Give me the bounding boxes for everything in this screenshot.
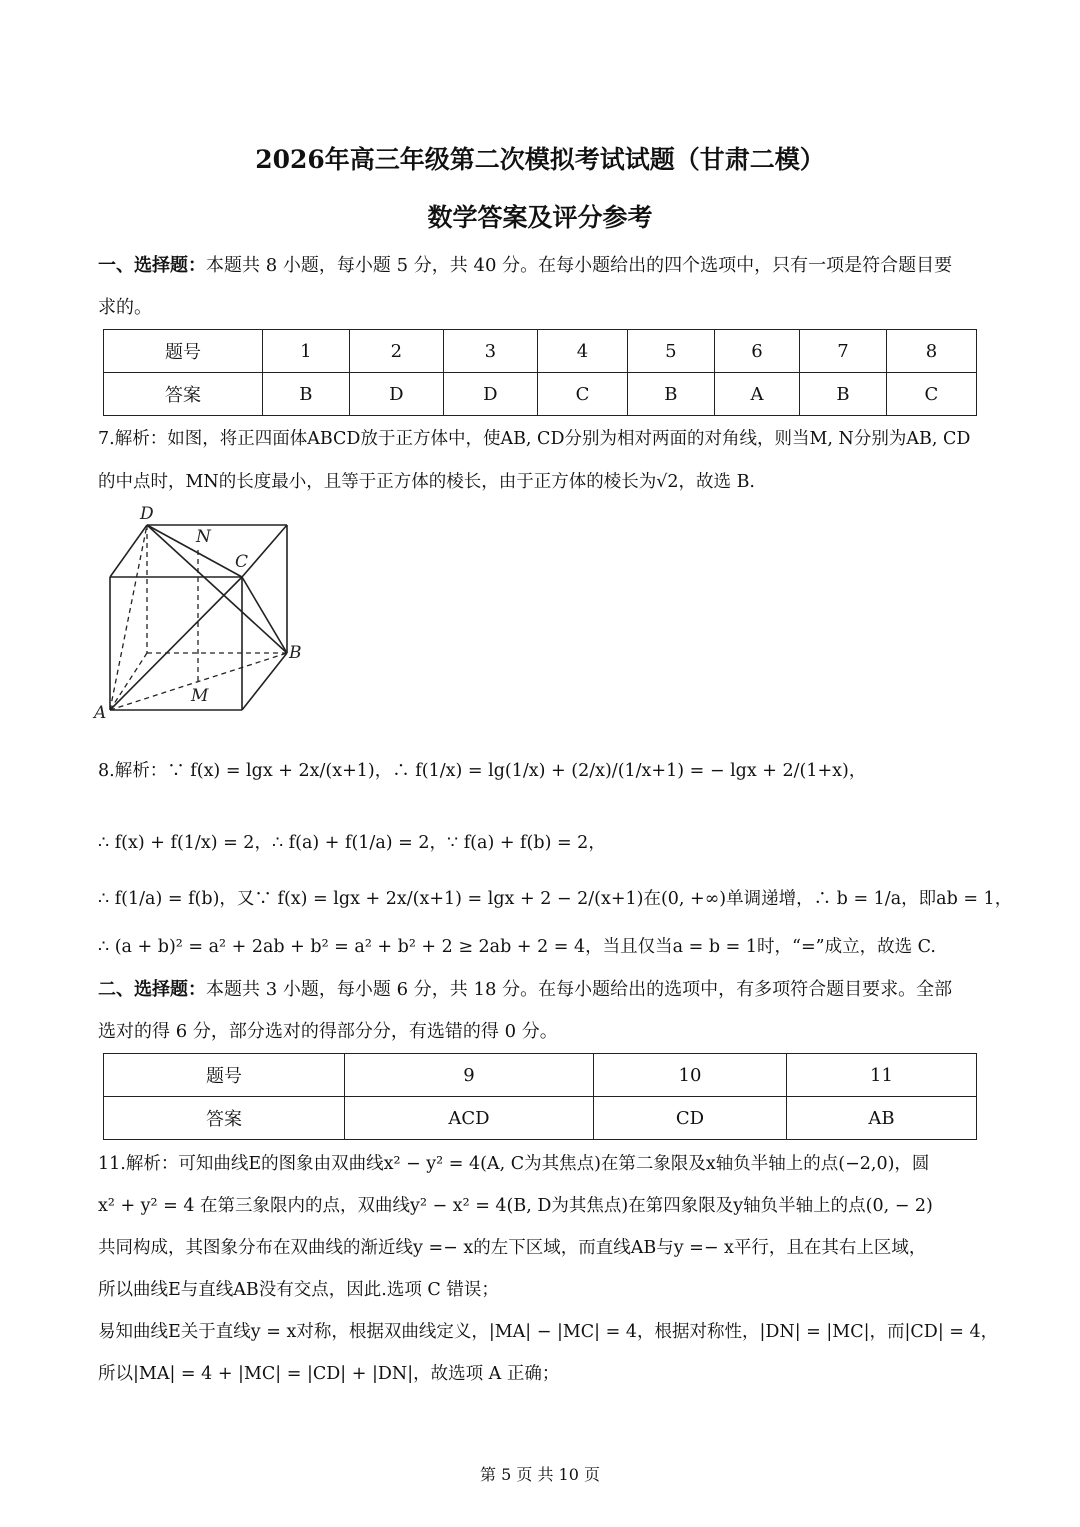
table-cell: ACD xyxy=(345,1097,594,1140)
table-row xyxy=(104,1097,977,1140)
table-row xyxy=(104,1054,977,1097)
section2-line1 xyxy=(98,976,988,1004)
answer-table-1 xyxy=(103,329,977,416)
table-cell: B xyxy=(263,373,350,416)
table-row xyxy=(104,373,977,416)
table-cell: 11 xyxy=(787,1054,977,1097)
table-cell: C xyxy=(537,373,627,416)
table-cell: D xyxy=(443,373,537,416)
figure-label-b: B xyxy=(289,643,302,663)
table-cell: D xyxy=(349,373,443,416)
q8-line3: ∴ f(1/a) = f(b)，又∵ f(x) = lgx + 2x/(x+1) = lgx + 2 − 2/(x+1)在(0, +∞)单调递增，∴ b = 1/a，即ab = 1， xyxy=(98,889,1013,909)
section2-heading: 二、选择题： xyxy=(98,979,206,1000)
table-cell: 2 xyxy=(349,330,443,373)
page-subtitle: 数学答案及评分参考 xyxy=(427,203,653,232)
answer-table-2 xyxy=(103,1053,977,1140)
table-cell: A xyxy=(714,373,799,416)
section1-desc-line2: 求的。 xyxy=(98,297,152,318)
section2-desc-line2: 选对的得 6 分，部分选对的得部分分，有选错的得 0 分。 xyxy=(98,1021,558,1042)
q8-line1: 8.解析：∵ f(x) = lgx + 2x/(x+1)，∴ f(1/x) = lg(1/x) + (2/x)/(1/x+1) = − lgx + 2/(1+x)， xyxy=(98,761,867,781)
table-cell: 1 xyxy=(263,330,350,373)
q11-line6: 所以|MA| = 4 + |MC| = |CD| + |DN|，故选项 A 正确； xyxy=(98,1364,560,1384)
table-cell: 5 xyxy=(628,330,715,373)
table-cell: CD xyxy=(594,1097,787,1140)
figure-label-m: M xyxy=(191,686,209,706)
table-header-cell: 答案 xyxy=(104,1097,345,1140)
table-cell: C xyxy=(886,373,976,416)
table-cell: 9 xyxy=(345,1054,594,1097)
table-cell: 7 xyxy=(800,330,887,373)
section1-desc-line1: 本题共 8 小题，每小题 5 分，共 40 分。在每小题给出的四个选项中，只有一项是符合题目要 xyxy=(206,255,953,276)
q11-line3: 共同构成，其图象分布在双曲线的渐近线y =− x的左下区域，而直线AB与y =− x平行，且在其右上区域， xyxy=(98,1238,927,1258)
figure-label-c: C xyxy=(235,552,249,572)
q7-line2: 的中点时，MN的长度最小，且等于正方体的棱长，由于正方体的棱长为√2，故选 B. xyxy=(98,472,755,492)
q7-line1: 7.解析：如图，将正四面体ABCD放于正方体中，使AB, CD分别为相对两面的对角线，则当M, N分别为AB, CD xyxy=(98,429,971,449)
table-header-cell: 题号 xyxy=(104,1054,345,1097)
table-header-cell: 答案 xyxy=(104,373,263,416)
cube-tetrahedron-figure xyxy=(92,505,322,725)
q11-line2: x² + y² = 4 在第三象限内的点，双曲线y² − x² = 4(B, D为其焦点)在第四象限及y轴负半轴上的点(0, − 2) xyxy=(98,1196,933,1216)
table-row xyxy=(104,330,977,373)
q11-line5: 易知曲线E关于直线y = x对称，根据双曲线定义，|MA| − |MC| = 4，根据对称性，|DN| = |MC|，而|CD| = 4， xyxy=(98,1322,999,1342)
q8-line4: ∴ (a + b)² = a² + 2ab + b² = a² + b² + 2 ≥ 2ab + 2 = 4，当且仅当a = b = 1时，“=”成立，故选 C. xyxy=(98,937,936,957)
q11-line1: 11.解析：可知曲线E的图象由双曲线x² − y² = 4(A, C为其焦点)在第二象限及x轴负半轴上的点(−2,0)，圆 xyxy=(98,1154,930,1174)
figure-label-a: A xyxy=(94,703,107,723)
table-header-cell: 题号 xyxy=(104,330,263,373)
table-cell: B xyxy=(628,373,715,416)
q8-line2: ∴ f(x) + f(1/x) = 2，∴ f(a) + f(1/a) = 2，∵ f(a) + f(b) = 2， xyxy=(98,833,606,853)
page-title: 2026年高三年级第二次模拟考试试题（甘肃二模） xyxy=(255,145,825,174)
figure-label-n: N xyxy=(196,527,211,547)
table-cell: 4 xyxy=(537,330,627,373)
table-cell: B xyxy=(800,373,887,416)
page-footer: 第 5 页 共 10 页 xyxy=(480,1465,600,1484)
section1-heading: 一、选择题： xyxy=(98,255,206,276)
section2-desc-line1: 本题共 3 小题，每小题 6 分，共 18 分。在每小题给出的选项中，有多项符合题目要求。全部 xyxy=(206,979,953,1000)
table-cell: 3 xyxy=(443,330,537,373)
table-cell: AB xyxy=(787,1097,977,1140)
table-cell: 6 xyxy=(714,330,799,373)
q11-line4: 所以曲线E与直线AB没有交点，因此.选项 C 错误； xyxy=(98,1280,499,1300)
table-cell: 8 xyxy=(886,330,976,373)
table-cell: 10 xyxy=(594,1054,787,1097)
figure-label-d: D xyxy=(140,505,154,524)
section1-line1 xyxy=(98,252,988,280)
